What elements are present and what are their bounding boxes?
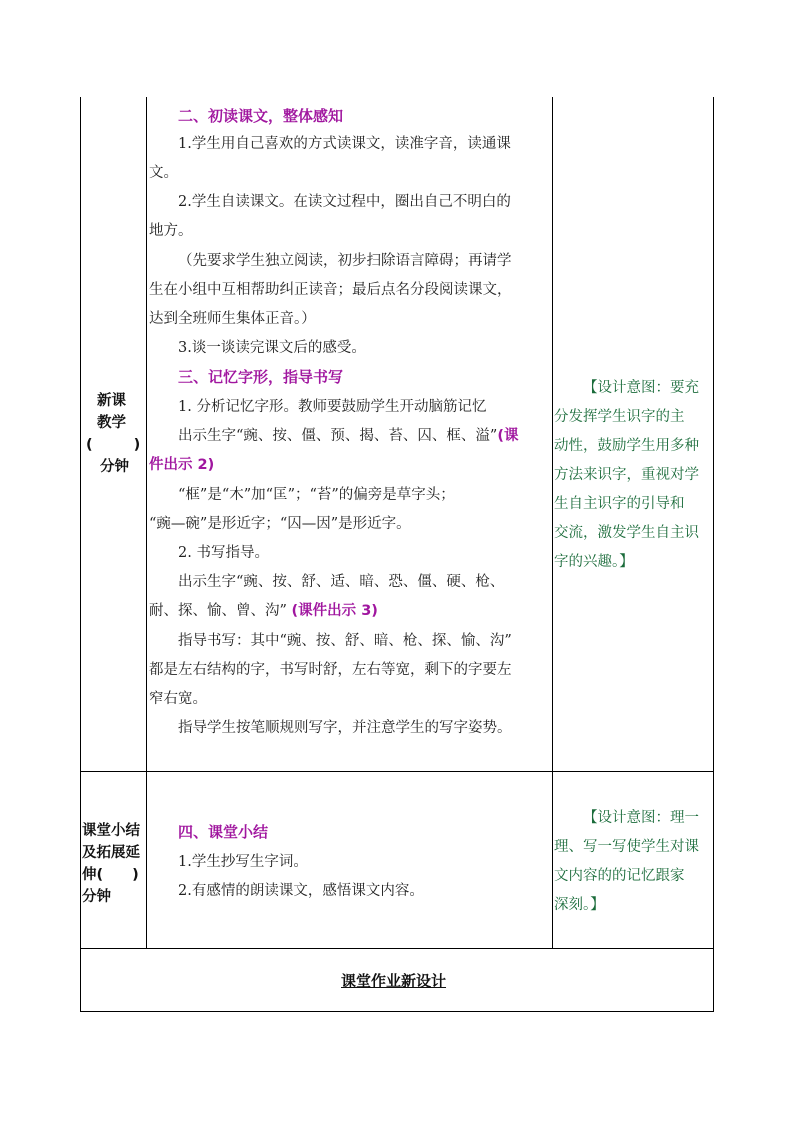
label-line: 及拓展延 bbox=[82, 845, 140, 861]
label-line: 教学 bbox=[97, 415, 126, 431]
note-line: 方法来识字，重视对学 bbox=[554, 467, 699, 483]
courseware-tag: (课件出示 3) bbox=[291, 603, 378, 619]
paragraph-line: 指导学生按笔顺规则写字，并注意学生的写字姿势。 bbox=[178, 720, 512, 736]
paragraph-line: 地方。 bbox=[149, 223, 193, 239]
row-divider-2 bbox=[80, 948, 714, 949]
note-line: 【设计意图：要充 bbox=[583, 380, 699, 396]
paragraph-line: 1.学生抄写生字词。 bbox=[178, 854, 308, 870]
table-left-border bbox=[80, 97, 81, 1012]
section-heading: 二、初读课文，整体感知 bbox=[178, 107, 344, 125]
paragraph-line bbox=[149, 597, 378, 626]
label-line: 课堂小结 bbox=[82, 823, 140, 839]
label-line: 分钟 bbox=[82, 889, 111, 905]
paragraph-text: 耐、探、愉、曾、沟” bbox=[149, 603, 287, 619]
paragraph-line: 生在小组中互相帮助纠正读音；最后点名分段阅读课文， bbox=[149, 282, 512, 298]
row-divider-1 bbox=[80, 771, 714, 772]
paragraph-line: 2. 书写指导。 bbox=[178, 545, 269, 561]
table-bottom-border bbox=[80, 1011, 714, 1012]
courseware-tag: (课 bbox=[497, 428, 519, 444]
homework-design-title: 课堂作业新设计 bbox=[341, 972, 447, 990]
note-line: 动性，鼓励学生用多种 bbox=[554, 438, 699, 454]
paragraph-line: 出示生字“豌、按、舒、适、暗、恐、僵、硬、枪、 bbox=[178, 574, 505, 590]
paragraph-line: 都是左右结构的字，书写时舒，左右等宽，剩下的字要左 bbox=[149, 662, 512, 678]
paragraph-line: 2.有感情的朗读课文，感悟课文内容。 bbox=[178, 883, 424, 899]
paragraph-line: 窄右宽。 bbox=[149, 691, 207, 707]
paragraph-line: 文。 bbox=[149, 165, 178, 181]
paragraph-line bbox=[178, 422, 518, 451]
paragraph-line: 指导书写：其中“豌、按、舒、暗、枪、探、愉、沟” bbox=[178, 633, 512, 649]
courseware-tag: 件出示 2) bbox=[149, 457, 215, 473]
note-line: 理、写一写使学生对课 bbox=[554, 839, 699, 855]
paragraph-line: 3.谈一谈读完课文后的感受。 bbox=[178, 340, 366, 356]
note-line: 字的兴趣。】 bbox=[554, 554, 634, 570]
paragraph-line: 1.学生用自己喜欢的方式读课文，读准字音，读通课 bbox=[178, 136, 511, 152]
note-line: 分发挥学生识字的主 bbox=[554, 409, 685, 425]
paragraph-line: 1. 分析记忆字形。教师要鼓励学生开动脑筋记忆 bbox=[178, 399, 487, 415]
section-heading: 四、课堂小结 bbox=[178, 823, 269, 841]
table-right-border bbox=[713, 97, 714, 1012]
note-line: 生自主识字的引导和 bbox=[554, 496, 685, 512]
paragraph-line: “豌—碗”是形近字；“囚—因”是形近字。 bbox=[149, 516, 411, 532]
label-line: 伸( ) bbox=[82, 867, 139, 883]
label-line: ( ) bbox=[86, 437, 145, 453]
col-divider-1 bbox=[146, 97, 147, 948]
note-line: 【设计意图：理一 bbox=[583, 810, 699, 826]
paragraph-text: 出示生字“豌、按、僵、预、揭、苔、囚、框、溢” bbox=[178, 428, 498, 444]
note-line: 交流，激发学生自主识 bbox=[554, 525, 699, 541]
section-heading: 三、记忆字形，指导书写 bbox=[178, 368, 344, 386]
label-line: 新课 bbox=[97, 393, 126, 409]
note-line: 文内容的的记忆跟家 bbox=[554, 868, 685, 884]
paragraph-line: 2.学生自读课文。在读文过程中，圈出自己不明白的 bbox=[178, 194, 511, 210]
paragraph-line: （先要求学生独立阅读，初步扫除语言障碍；再请学 bbox=[178, 253, 512, 269]
paragraph-line: “框”是“木”加“匡”；“苔”的偏旁是草字头； bbox=[178, 487, 455, 503]
col-divider-2 bbox=[552, 97, 553, 948]
paragraph-line: 达到全班师生集体正音。） bbox=[149, 311, 316, 327]
label-line: 分钟 bbox=[100, 459, 129, 475]
note-line: 深刻。】 bbox=[554, 897, 605, 913]
